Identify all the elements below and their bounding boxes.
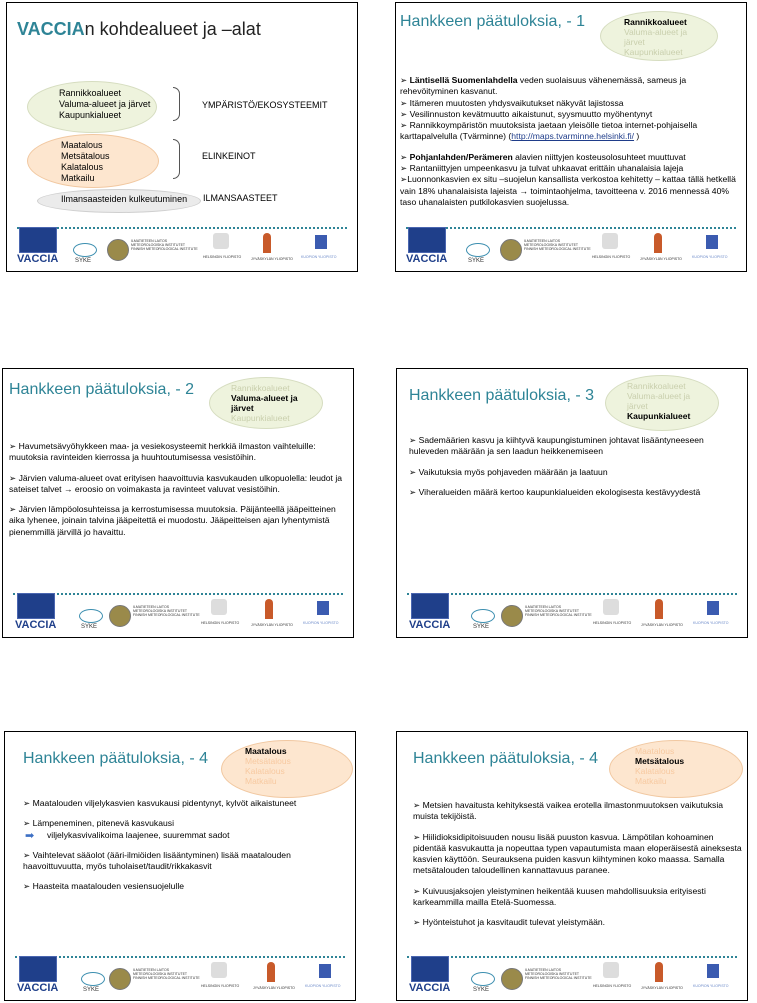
helsinki-uni-text: HELSINGIN YLIOPISTO bbox=[201, 984, 240, 988]
helsinki-uni-text: HELSINGIN YLIOPISTO bbox=[201, 621, 240, 625]
jyvaskyla-uni-text: JYVÄSKYLÄN YLIOPISTO bbox=[641, 986, 683, 990]
divider bbox=[17, 227, 347, 229]
divider bbox=[406, 227, 736, 229]
kuopio-uni-text: KUOPION YLIOPISTO bbox=[301, 255, 337, 259]
fmi-icon bbox=[501, 605, 523, 627]
eu-flag-logo bbox=[408, 227, 446, 253]
fmi-icon bbox=[109, 968, 131, 990]
syke-icon bbox=[471, 609, 495, 623]
jyvaskyla-uni-icon bbox=[265, 599, 273, 619]
kuopio-uni-icon bbox=[707, 964, 719, 978]
slide-body: ➢ Metsien havaitusta kehityksestä vaikea erotella ilmastonmuutoksen vaikutuksia muista tekijöistä. ➢ Hiilidioksidipitoisuuden nousu lisää puuston kasvua. Lämpötilan kohoaminen pidentää kasvukautta ja nopeuttaa typen vapautumista maan eloperäisestä aineksesta kasvien käyttöön. Seurauksena puiden kasvun kiihtyminen koko maassa. Samalla metsätalouden taloudellinen kannattavuus paranee. ➢ Kuivuusjaksojen yleistyminen heikentää kuusen mahdollisuuksia erityisesti karkeammilla mailla Etelä-Suomessa. ➢ Hyönteistuhot ja kasvitaudit tulevat yleistymään. bbox=[413, 800, 742, 928]
kuopio-uni-icon bbox=[317, 601, 329, 615]
helsinki-uni-text: HELSINGIN YLIOPISTO bbox=[593, 984, 632, 988]
syke-logo-text: SYKE bbox=[75, 258, 92, 264]
fmi-logo-text: ILMATIETEEN LAITOS METEOROLOGISKA INSTITUTET FINNISH METEOROLOGICAL INSTITUTE bbox=[131, 239, 198, 251]
jyvaskyla-uni-icon bbox=[267, 962, 275, 982]
jyvaskyla-uni-icon bbox=[263, 233, 271, 253]
vaccia-logo-text: VACCIA bbox=[409, 982, 451, 994]
eu-flag-logo bbox=[411, 956, 449, 982]
divider bbox=[15, 956, 345, 958]
fmi-icon bbox=[107, 239, 129, 261]
kuopio-uni-text: KUOPION YLIOPISTO bbox=[693, 984, 729, 988]
helsinki-uni-text: HELSINGIN YLIOPISTO bbox=[203, 255, 242, 259]
eu-flag-logo bbox=[411, 593, 449, 619]
divider bbox=[407, 956, 737, 958]
kuopio-uni-text: KUOPION YLIOPISTO bbox=[692, 255, 728, 259]
jyvaskyla-uni-text: JYVÄSKYLÄN YLIOPISTO bbox=[641, 623, 683, 627]
slide-title: Hankkeen päätuloksia, - 4 bbox=[23, 750, 208, 767]
eu-flag-logo bbox=[19, 227, 57, 253]
slide-1 bbox=[6, 2, 358, 272]
slide-body: ➢ Läntisellä Suomenlahdella veden suolaisuus vähenemässä, sameus ja rehevöityminen kasvanut. ➢ Itämeren muutosten yhdysvaikutukset näkyvät lajistossa ➢ Vesilinnuston kevätmuutto aikaistunut, syysmuutto myöhentynyt ➢ Rannikkoympäristön muutoksista jaetaan yleisölle tietoa internet-pohjaisella karttapalvelulla (Tvärminne) (http://maps.tvarminne.helsinki.fi/ ) ➢ Pohjanlahden/Perämeren alavien niittyjen kosteusolosuhteet muuttuvat ➢ Rantaniittyjen umpeenkasvu ja tulvat uhkaavat erittäin uhanalaisia lajeja ➢Luonnonkasvien ex situ –suojelun kansallista verkostoa kehitetty – kattaa tällä hetkellä vain 18% uhanalaisista lajeista → toimintaohjelma, tavoitteena v. 2016 mennessä 40% taso uhanalaisten putkilokasvien suojelussa. bbox=[400, 75, 736, 207]
vaccia-logo-text: VACCIA bbox=[17, 982, 59, 994]
helsinki-uni-icon bbox=[603, 962, 619, 978]
syke-logo-text: SYKE bbox=[473, 624, 490, 630]
slide-title: Hankkeen päätuloksia, - 4 bbox=[413, 750, 598, 767]
fmi-logo-text: ILMATIETEEN LAITOS METEOROLOGISKA INSTITUTET FINNISH METEOROLOGICAL INSTITUTE bbox=[133, 968, 200, 980]
kuopio-uni-icon bbox=[706, 235, 718, 249]
slide-title: Hankkeen päätuloksia, - 1 bbox=[400, 13, 585, 30]
kuopio-uni-icon bbox=[707, 601, 719, 615]
slide-6 bbox=[396, 731, 748, 1001]
divider bbox=[13, 593, 343, 595]
jyvaskyla-uni-text: JYVÄSKYLÄN YLIOPISTO bbox=[251, 257, 293, 261]
fmi-logo-text: ILMATIETEEN LAITOS METEOROLOGISKA INSTITUTET FINNISH METEOROLOGICAL INSTITUTE bbox=[525, 968, 592, 980]
jyvaskyla-uni-icon bbox=[655, 962, 663, 982]
kuopio-uni-icon bbox=[319, 964, 331, 978]
helsinki-uni-icon bbox=[213, 233, 229, 249]
helsinki-uni-icon bbox=[603, 599, 619, 615]
footer-logos bbox=[396, 231, 746, 271]
topic-tags: Rannikkoalueet Valuma-alueet ja järvet Kaupunkialueet bbox=[627, 381, 691, 421]
topic-tags: Maatalous Metsätalous Kalatalous Matkailu bbox=[245, 746, 291, 786]
fmi-icon bbox=[500, 239, 522, 261]
syke-icon bbox=[471, 972, 495, 986]
tvarminne-link[interactable]: http://maps.tvarminne.helsinki.fi/ bbox=[511, 131, 635, 142]
syke-icon bbox=[81, 972, 105, 986]
livelihood-list: Maatalous Metsätalous Kalatalous Matkailu bbox=[61, 140, 110, 183]
eu-flag-logo bbox=[19, 956, 57, 982]
fmi-logo-text: ILMATIETEEN LAITOS METEOROLOGISKA INSTITUTET FINNISH METEOROLOGICAL INSTITUTE bbox=[133, 605, 200, 617]
label-livelihoods: ELINKEINOT bbox=[202, 151, 256, 161]
syke-logo-text: SYKE bbox=[473, 987, 490, 993]
vaccia-logo-text: VACCIA bbox=[15, 619, 57, 631]
syke-icon bbox=[466, 243, 490, 257]
slide-title: Hankkeen päätuloksia, - 2 bbox=[9, 381, 194, 398]
fmi-icon bbox=[109, 605, 131, 627]
vaccia-logo-text: VACCIA bbox=[17, 253, 59, 265]
label-air-pollution: ILMANSAASTEET bbox=[203, 193, 278, 203]
vaccia-logo-text: VACCIA bbox=[406, 253, 448, 265]
ecosystem-list: Rannikkoalueet Valuma-alueet ja järvet Kaupunkialueet bbox=[59, 88, 151, 120]
fmi-logo-text: ILMATIETEEN LAITOS METEOROLOGISKA INSTITUTET FINNISH METEOROLOGICAL INSTITUTE bbox=[524, 239, 591, 251]
footer-logos bbox=[3, 597, 353, 637]
helsinki-uni-icon bbox=[211, 599, 227, 615]
eu-flag-logo bbox=[17, 593, 55, 619]
footer-logos bbox=[397, 960, 747, 1000]
slide-4 bbox=[396, 368, 748, 638]
slide-body: ➢ Sademäärien kasvu ja kiihtyvä kaupungistuminen johtavat lisääntyneeseen huleveden määrään ja sen laadun heikkenemiseen ➢ Vaikutuksia myös pohjaveden määrään ja laatuun ➢ Viheralueiden määrä kertoo kaupunkialueiden ekologisesta kestävyydestä bbox=[409, 435, 704, 497]
fmi-icon bbox=[501, 968, 523, 990]
footer-logos bbox=[7, 231, 357, 271]
jyvaskyla-uni-text: JYVÄSKYLÄN YLIOPISTO bbox=[251, 623, 293, 627]
kuopio-uni-icon bbox=[315, 235, 327, 249]
topic-tags: Maatalous Metsätalous Kalatalous Matkailu bbox=[635, 746, 685, 786]
helsinki-uni-icon bbox=[602, 233, 618, 249]
jyvaskyla-uni-text: JYVÄSKYLÄN YLIOPISTO bbox=[640, 257, 682, 261]
slide-2 bbox=[395, 2, 747, 272]
kuopio-uni-text: KUOPION YLIOPISTO bbox=[693, 621, 729, 625]
syke-icon bbox=[79, 609, 103, 623]
helsinki-uni-icon bbox=[211, 962, 227, 978]
arrow-icon: ➡ bbox=[25, 829, 35, 842]
slide-3 bbox=[2, 368, 354, 638]
syke-logo-text: SYKE bbox=[468, 258, 485, 264]
syke-logo-text: SYKE bbox=[83, 987, 100, 993]
slide-5 bbox=[4, 731, 356, 1001]
jyvaskyla-uni-icon bbox=[654, 233, 662, 253]
footer-logos bbox=[5, 960, 355, 1000]
kuopio-uni-text: KUOPION YLIOPISTO bbox=[305, 984, 341, 988]
footer-logos bbox=[397, 597, 747, 637]
topic-tags: Rannikkoalueet Valuma-alueet ja järvet Kaupunkialueet bbox=[624, 17, 688, 57]
slide-body: ➢ Maatalouden viljelykasvien kasvukausi pidentynyt, kylvöt aikaistuneet ➢ Lämpeneminen, pitenevä kasvukausi ➡ viljelykasvivalikoima laajenee, suuremmat sadot ➢ Vaihtelevat sääolot (ääri-ilmiöiden lisääntyminen) lisää maatalouden haavoittuvuutta, myös tuholaiset/taudit/rikkakasvit ➢ Haasteita maatalouden vesiensuojelulle bbox=[23, 798, 297, 892]
syke-logo-text: SYKE bbox=[81, 624, 98, 630]
slide-body: ➢ Havumetsävyöhykkeen maa- ja vesiekosysteemit herkkiä ilmaston vaihteluille: muutoksia ravinteiden kierrossa ja huuhtoutumisessa vesistöihin. ➢ Järvien valuma-alueet ovat erityisen haavoittuvia kasvukauden ulkopuolella: leudot ja sateiset talvet → eroosio on voimakasta ja ravinteet valuvat vesistöihin. ➢ Järvien lämpöolosuhteissa ja kerrostumisessa muutoksia. Päijänteellä jääpeitteinen aika lyhenee, joinain talvina jääpeitettä ei muodostu. Jääpeitteisen ajan lyhentymistä pienemmillä järvillä jo havaittu. bbox=[9, 441, 343, 537]
air-pollution-text: Ilmansaasteiden kulkeutuminen bbox=[61, 194, 188, 204]
bracket bbox=[173, 139, 180, 179]
jyvaskyla-uni-icon bbox=[655, 599, 663, 619]
syke-icon bbox=[73, 243, 97, 257]
divider bbox=[407, 593, 737, 595]
helsinki-uni-text: HELSINGIN YLIOPISTO bbox=[593, 621, 632, 625]
fmi-logo-text: ILMATIETEEN LAITOS METEOROLOGISKA INSTITUTET FINNISH METEOROLOGICAL INSTITUTE bbox=[525, 605, 592, 617]
slide-title: VACCIAn kohdealueet ja –alat bbox=[17, 19, 261, 39]
bracket bbox=[173, 87, 180, 121]
topic-tags: Rannikkoalueet Valuma-alueet ja järvet Kaupunkialueet bbox=[231, 383, 298, 423]
label-ecosystems: YMPÄRISTÖ/EKOSYSTEEMIT bbox=[202, 100, 328, 110]
slide-title: Hankkeen päätuloksia, - 3 bbox=[409, 387, 594, 404]
helsinki-uni-text: HELSINGIN YLIOPISTO bbox=[592, 255, 631, 259]
vaccia-logo-text: VACCIA bbox=[409, 619, 451, 631]
kuopio-uni-text: KUOPION YLIOPISTO bbox=[303, 621, 339, 625]
jyvaskyla-uni-text: JYVÄSKYLÄN YLIOPISTO bbox=[253, 986, 295, 990]
